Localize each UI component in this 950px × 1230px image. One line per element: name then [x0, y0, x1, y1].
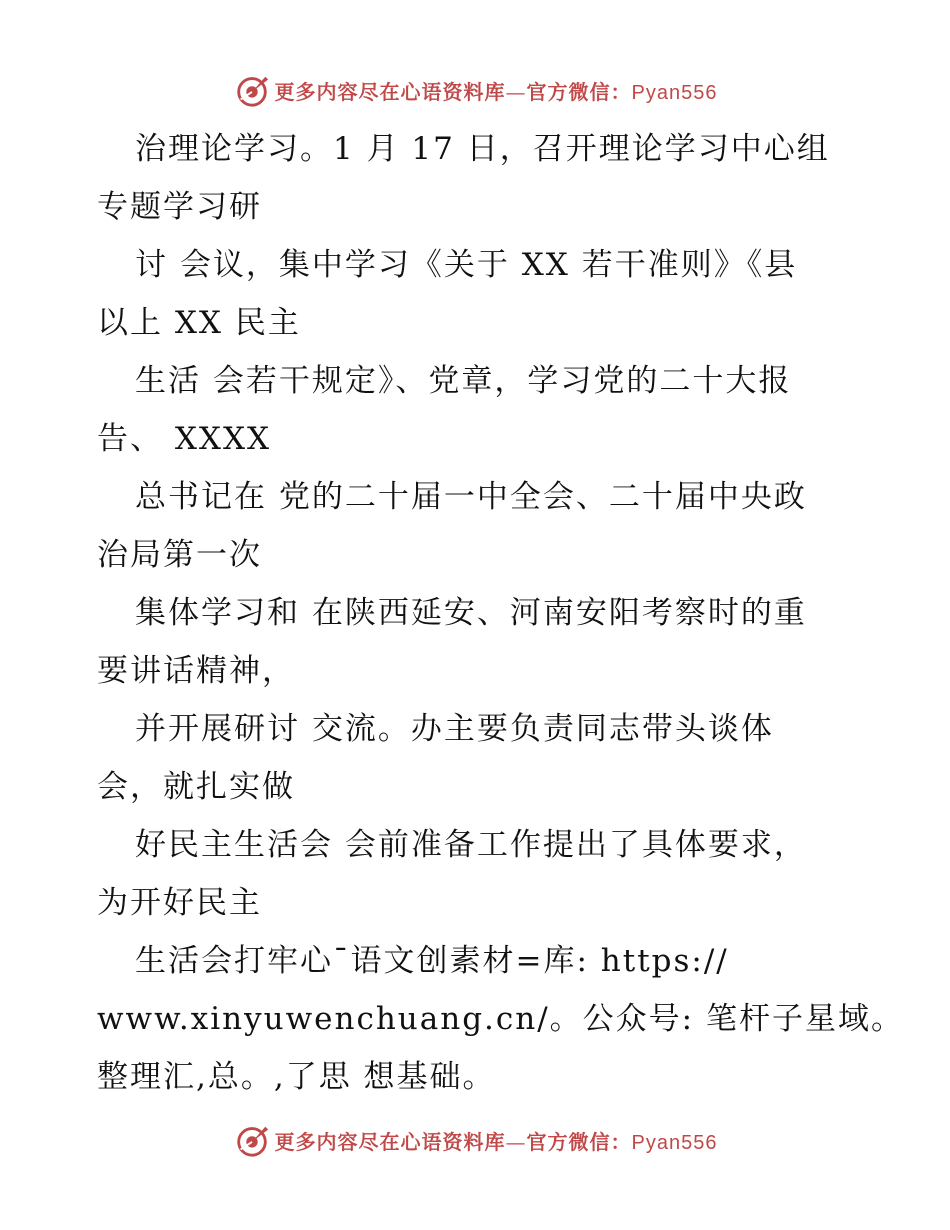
footer-banner-id: Pyan556 [631, 1131, 718, 1154]
text-line: 并开展研讨 交流。办主要负责同志带头谈体 [135, 711, 774, 747]
document-body [97, 120, 917, 1106]
text-line: 治局第一次 [97, 537, 262, 573]
text-line: 生活 会若干规定》、党章，学习党的二十大报 [135, 363, 792, 399]
header-watermark-banner [0, 70, 950, 110]
footer-banner-sep: — [505, 1129, 527, 1154]
text-line: 会，就扎实做 [97, 769, 295, 805]
footer-banner-text [275, 1126, 718, 1155]
header-banner-tail: 官方微信： [526, 79, 632, 104]
text-line: 专题学习研 [97, 189, 262, 225]
header-banner-main: 更多内容尽在心语资料库 [274, 79, 506, 104]
text-line: 总书记在 党的二十届一中全会、二十届中央政 [135, 479, 807, 515]
text-line: 集体学习和 在陕西延安、河南安阳考察时的重 [135, 595, 807, 631]
text-line: 讨 会议，集中学习《关于 XX 若干准则》《县 [135, 247, 798, 283]
footer-banner-tail: 官方微信： [526, 1129, 632, 1154]
text-line: 告、 XXXX [97, 421, 272, 457]
text-line: 好民主生活会 会前准备工作提出了具体要求， [135, 827, 807, 863]
header-banner-id: Pyan556 [631, 81, 718, 104]
header-banner-text [275, 76, 718, 105]
text-line: 整理汇,总。,了思 想基础。 [97, 1059, 496, 1095]
footer-watermark-banner [0, 1120, 950, 1160]
header-banner-sep: — [505, 79, 527, 104]
text-line: 为开好民主 [97, 885, 262, 921]
text-line: 生活会打牢心¯语文创素材=库: https:// [135, 943, 729, 979]
text-line: www.xinyuwenchuang.cn/。公众号: 笔杆子星域。 [97, 1001, 904, 1037]
text-line: 以上 XX 民主 [97, 305, 301, 341]
pen-logo-icon [233, 71, 271, 109]
text-line: 治理论学习。1 月 17 日，召开理论学习中心组 [135, 131, 830, 167]
text-line: 要讲话精神， [97, 653, 295, 689]
pen-logo-icon [233, 1121, 271, 1159]
footer-banner-main: 更多内容尽在心语资料库 [274, 1129, 506, 1154]
